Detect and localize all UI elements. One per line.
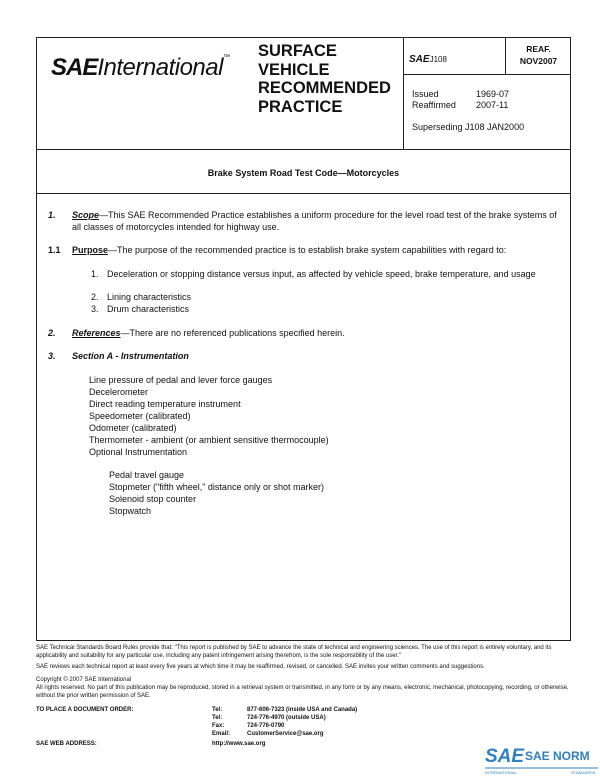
instrument-item: Speedometer (calibrated)	[89, 411, 191, 421]
document-header	[37, 38, 570, 150]
instrument-item: Odometer (calibrated)	[89, 423, 177, 433]
logo-cell	[37, 38, 255, 98]
section-instrumentation-heading: Section A - Instrumentation	[72, 351, 189, 361]
contact-key: Fax:	[212, 723, 225, 729]
issued-row: Issued 1969-07	[412, 89, 510, 99]
section-number: 3.	[48, 351, 56, 361]
section-number: 2.	[48, 328, 56, 338]
sae-international-logo: SAEInternational™	[51, 54, 230, 81]
contact-value: 724-776-4970 (outside USA)	[247, 715, 326, 721]
document-title: Brake System Road Test Code—Motorcycles	[207, 168, 400, 178]
footer-copyright: Copyright © 2007 SAE International	[36, 677, 132, 683]
sae-norm-seal-graphic	[483, 742, 600, 776]
divider	[505, 38, 506, 74]
footer-rules: SAE Technical Standards Board Rules provide that: "This report is published by SAE to advance the state of technical and engineering sciences. The use of this report is entirely voluntary, and its applicability and suitability for any particular use, including any patent infringement arising therefrom, is the sole responsibility of the user."	[36, 645, 552, 659]
optional-item: Pedal travel gauge	[109, 470, 185, 480]
list-item: Deceleration or stopping distance versus input, as affected by vehicle speed, brake temperature, and usage	[107, 269, 536, 279]
divider	[403, 38, 404, 149]
contact-key: Tel:	[212, 715, 223, 721]
list-number: 2.	[91, 292, 99, 302]
section-purpose: Purpose—The purpose of the recommended practice is to establish brake system capabilities with regard to:	[72, 245, 507, 255]
title-box	[37, 149, 570, 194]
reaffirmed-stamp: REAF. NOV2007	[519, 44, 558, 66]
superseding-note: Superseding J108 JAN2000	[412, 122, 525, 132]
seal-left-text: INTERNATIONAL	[485, 770, 517, 775]
section-number: 1.1	[48, 245, 61, 255]
seal-right-text: STANDARDS	[571, 770, 596, 775]
document-type: SURFACE VEHICLE RECOMMENDED PRACTICE	[258, 42, 391, 116]
section-number: 1.	[48, 210, 56, 220]
footer-review: SAE reviews each technical report at least every five years at which time it may be reaffirmed, revised, or cancelled. SAE invites your written comments and suggestions.	[36, 664, 485, 670]
contact-key: Tel:	[212, 707, 223, 713]
contact-value: 724-776-0790	[247, 723, 285, 729]
list-item: Drum characteristics	[107, 304, 190, 314]
list-number: 3.	[91, 304, 99, 314]
list-number: 1.	[91, 269, 99, 279]
instrument-item: Optional Instrumentation	[89, 447, 188, 457]
web-label: SAE WEB ADDRESS:	[36, 741, 97, 747]
divider	[403, 74, 570, 75]
list-item: Lining characteristics	[107, 292, 192, 302]
instrument-item: Decelerometer	[89, 387, 149, 397]
section-references: References—There are no referenced publications specified herein.	[72, 328, 345, 338]
instrument-item: Line pressure of pedal and lever force gauges	[89, 375, 273, 385]
section-scope: Scope—This SAE Recommended Practice establishes a uniform procedure for the level road test of the brake systems of all classes of motorcycles intended for highway use.	[72, 210, 557, 232]
contact-email-link[interactable]: CustomerService@sae.org	[247, 731, 324, 737]
reaffirmed-row: Reaffirmed 2007-11	[412, 100, 509, 110]
web-address-link[interactable]: http://www.sae.org	[212, 741, 266, 747]
footer-rights: All rights reserved. No part of this publication may be reproduced, stored in a retrieval system or transmitted, in any form or by any means, electronic, mechanical, photocopying, recording, or otherwise, without the prior written permission of SAE.	[36, 685, 569, 699]
instrument-item: Thermometer - ambient (or ambient sensitive thermocouple)	[89, 435, 329, 445]
optional-item: Solenoid stop counter	[109, 494, 197, 504]
optional-item: Stopmeter ("fifth wheel," distance only or shot marker)	[109, 482, 324, 492]
seal-norm-text: SAE NORM	[525, 749, 590, 763]
document-frame	[36, 37, 571, 641]
seal-sae-text: SAE	[485, 746, 525, 767]
order-label: TO PLACE A DOCUMENT ORDER:	[36, 707, 134, 713]
document-number: SAEJ108	[409, 54, 447, 65]
contact-value: 877-606-7323 (inside USA and Canada)	[247, 707, 358, 713]
instrument-item: Direct reading temperature instrument	[89, 399, 241, 409]
optional-item: Stopwatch	[109, 506, 152, 516]
sae-norm-seal	[483, 742, 600, 776]
contact-key: Email:	[212, 731, 231, 737]
